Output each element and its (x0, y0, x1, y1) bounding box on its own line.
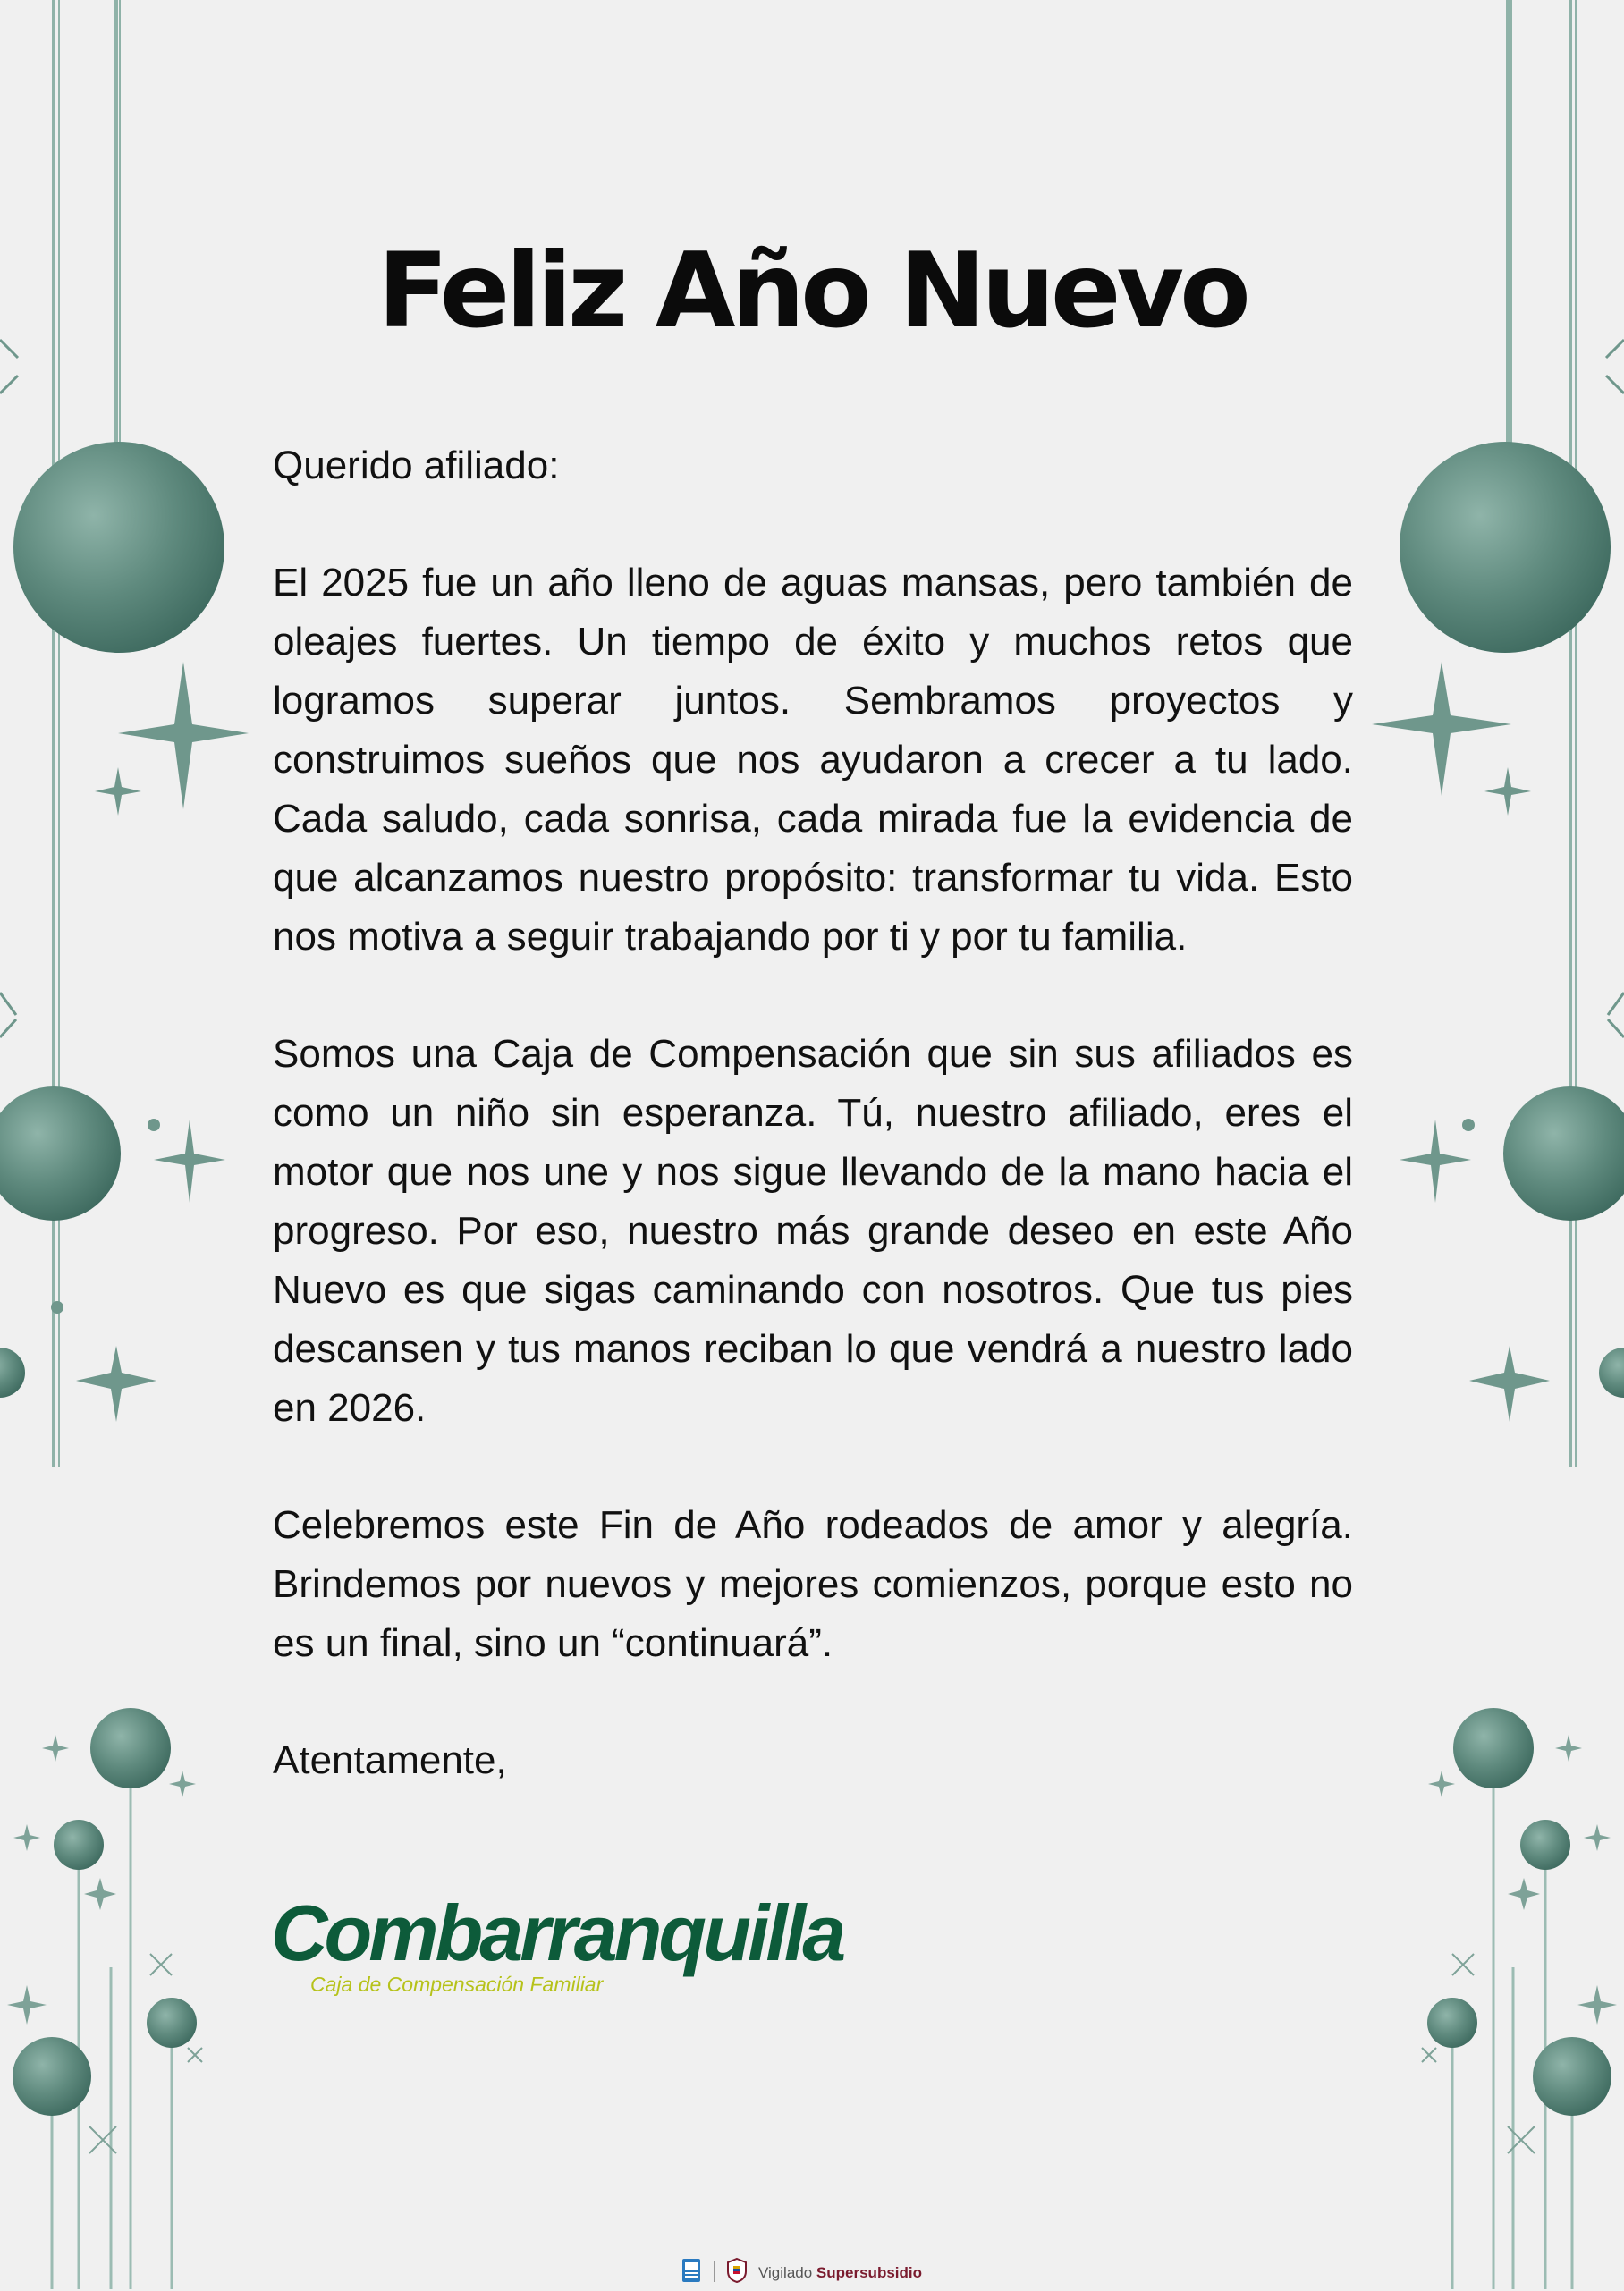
letter-body (273, 436, 1353, 1790)
combarranquilla-logo (271, 1889, 843, 2005)
greeting: Querido afiliado: (273, 444, 560, 487)
vigilado-label (758, 2264, 922, 2282)
page-title: Feliz Año Nuevo (377, 231, 1247, 351)
paragraph-2: Somos una Caja de Compensación que sin sus afiliados es como un niño sin esperanza. Tú, nuestro afiliado, eres el motor que nos une y nos sigue llevando de la mano hacia el progreso. Por eso, nuestro más grande deseo en este Año Nuevo es que sigas caminando con nosotros. Que tus pies descansen y tus manos reciban lo que vendrá a nuestro lado en 2026. (273, 1032, 1353, 1430)
logo-wordmark: Combarranquilla (271, 1889, 843, 1977)
supersubsidio-shield-icon (726, 2257, 748, 2284)
vigilado-text: Vigilado (758, 2264, 813, 2281)
government-badge-icon (680, 2257, 703, 2284)
flower-stem-icon-right (1422, 1708, 1617, 2289)
footer-divider (714, 2261, 715, 2282)
logo-tagline: Caja de Compensación Familiar (310, 1973, 604, 1996)
flower-stem-icon-left (7, 1708, 202, 2289)
paragraph-1: El 2025 fue un año lleno de aguas mansas, pero también de oleajes fuertes. Un tiempo de éxito y muchos retos que logramos superar juntos. Sembramos proyectos y construimos sueños que nos ayudaron a crecer a tu lado. Cada saludo, cada sonrisa, cada mirada fue la evidencia de que alcanzamos nuestro propósito: transformar tu vida. Esto nos motiva a seguir trabajando por ti y por tu familia. (273, 561, 1353, 959)
closing: Atentamente, (273, 1738, 507, 1782)
paragraph-3: Celebremos este Fin de Año rodeados de amor y alegría. Brindemos por nuevos y mejores comienzos, porque esto no es un final, sino un “continuará”. (273, 1503, 1353, 1665)
supersubsidio-text: Supersubsidio (816, 2264, 922, 2281)
footer-supervision (680, 2264, 984, 2291)
